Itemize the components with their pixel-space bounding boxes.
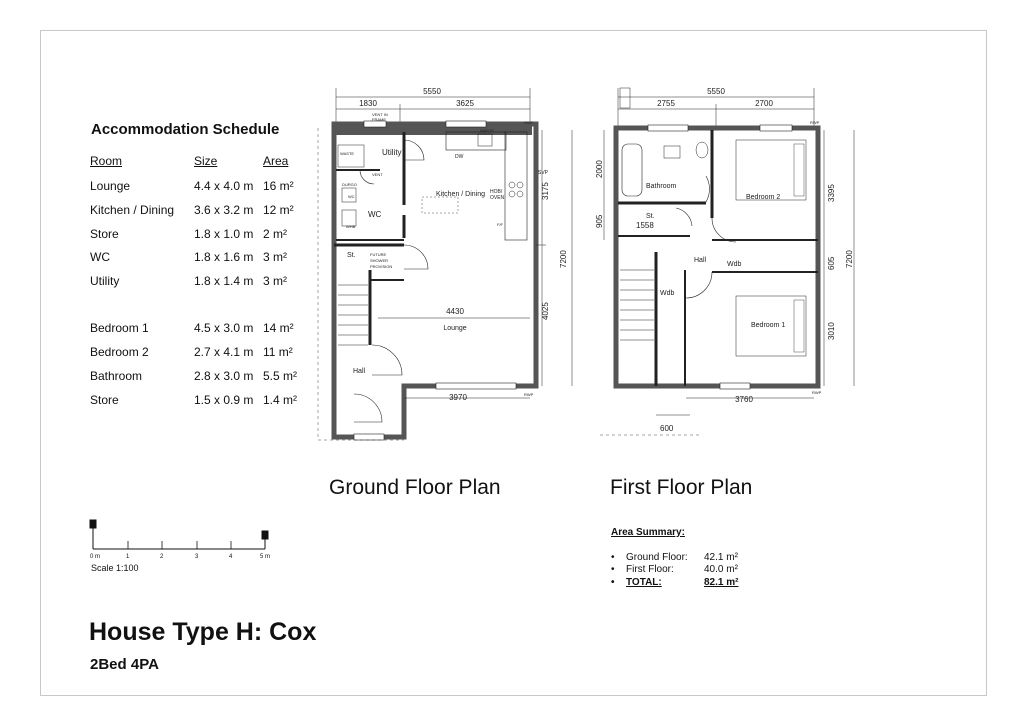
label-dw: DW (455, 154, 464, 160)
dim-lounge: 4430 (446, 307, 464, 316)
row-area: 14 m² (263, 321, 294, 335)
room-bedroom-2: Bedroom 2 (746, 194, 781, 201)
label-shower-1: FUTURE (370, 252, 387, 257)
label-whb: WHB (346, 224, 356, 229)
dim-first-top-left: 2755 (657, 99, 675, 108)
label-waste-kitchen: WASTE (480, 128, 495, 133)
row-size: 2.8 x 3.0 m (194, 369, 254, 383)
row-room: Bedroom 2 (90, 345, 149, 359)
row-room: Store (90, 393, 119, 407)
label-rwp-top: RWP (524, 120, 534, 125)
room-wc: WC (368, 210, 382, 219)
dim-first-top: 5550 (707, 87, 725, 96)
row-room: Utility (90, 274, 120, 288)
row-size: 3.6 x 3.2 m (194, 203, 254, 217)
label-durgo: DURGO (342, 182, 357, 187)
row-size: 2.7 x 4.1 m (194, 345, 254, 359)
row-room: WC (90, 250, 110, 264)
label-oven: OVEN (490, 195, 505, 201)
area-label: Ground Floor: (626, 552, 688, 563)
dim-first-bottom-small: 600 (660, 424, 674, 433)
row-size: 1.8 x 1.0 m (194, 227, 254, 241)
area-value: 82.1 m² (704, 577, 739, 588)
area-label: TOTAL: (626, 577, 662, 588)
row-size: 1.5 x 0.9 m (194, 393, 254, 407)
scale-tick: 3 (195, 554, 199, 560)
row-room: Kitchen / Dining (90, 203, 175, 217)
first-floor-title: First Floor Plan (610, 476, 753, 499)
room-wdb-landing: Wdb (727, 261, 742, 268)
row-size: 4.4 x 4.0 m (194, 179, 254, 193)
header-area: Area (263, 154, 289, 168)
label-vent-frame-1: VENT IN (372, 112, 388, 117)
dim-ground-right-total: 7200 (559, 250, 568, 268)
row-size: 4.5 x 3.0 m (194, 321, 254, 335)
header-room: Room (90, 154, 123, 168)
area-label: First Floor: (626, 564, 674, 575)
label-rwp-first-bottom: RWP (812, 390, 822, 395)
scale-tick: 1 (126, 554, 130, 560)
label-waste-utility: WASTE (340, 151, 355, 156)
row-room: Store (90, 227, 119, 241)
label-shower-3: PROVISION (370, 264, 393, 269)
scale-bar (90, 520, 268, 549)
row-room: Bathroom (90, 369, 143, 383)
row-area: 1.4 m² (263, 393, 298, 407)
label-ff: F/F (497, 222, 503, 227)
row-area: 16 m² (263, 179, 294, 193)
first-floor-text (595, 87, 854, 433)
row-area: 11 m² (263, 345, 293, 359)
ground-floor-plan (318, 88, 572, 440)
row-area: 3 m² (263, 250, 287, 264)
area-value: 42.1 m² (704, 552, 738, 563)
label-hob: HOB/ (490, 189, 503, 195)
label-wc-pan: WC (348, 194, 355, 199)
room-wdb-stair: Wdb (660, 290, 675, 297)
dim-first-bottom: 3760 (735, 395, 753, 404)
room-store-ground: St. (347, 252, 356, 259)
row-area: 3 m² (263, 274, 287, 288)
scale-ticks (90, 554, 270, 560)
room-kitchen-dining: Kitchen / Dining (436, 191, 486, 198)
room-utility: Utility (382, 148, 402, 157)
dim-store-first: 1558 (636, 221, 654, 230)
row-room: Bedroom 1 (90, 321, 149, 335)
dim-ground-top: 5550 (423, 87, 441, 96)
dim-first-top-right: 2700 (755, 99, 773, 108)
label-rwp-first-top: RWP (810, 120, 820, 125)
schedule-title: Accommodation Schedule (91, 121, 280, 138)
label-vent: VENT (372, 172, 383, 177)
room-bedroom-1: Bedroom 1 (751, 322, 786, 329)
scale-tick: 2 (160, 554, 164, 560)
scale-tick: 0 m (90, 554, 101, 560)
row-size: 1.8 x 1.6 m (194, 250, 254, 264)
label-vent-frame-2: FRAME (372, 117, 386, 122)
dim-ground-right-lower: 4025 (541, 302, 550, 320)
house-title: House Type H: Cox (89, 618, 317, 646)
room-bathroom: Bathroom (646, 183, 677, 190)
dim-ground-right-upper: 3175 (541, 182, 550, 200)
dim-first-right-mid: 605 (827, 256, 836, 270)
area-value: 40.0 m² (704, 564, 738, 575)
dim-first-right-upper: 3395 (827, 184, 836, 202)
dim-first-left-upper: 2000 (595, 160, 604, 178)
header-size: Size (194, 154, 218, 168)
room-lounge: Lounge (443, 325, 467, 332)
area-summary: Area Summary: • Ground Floor: 42.1 m² • First Floor: 40.0 m² • TOTAL: 82.1 m² (611, 527, 739, 588)
row-area: 2 m² (263, 227, 287, 241)
dim-ground-top-right: 3625 (456, 99, 474, 108)
row-area: 5.5 m² (263, 369, 298, 383)
row-room: Lounge (90, 179, 131, 193)
scale-label: Scale 1:100 (91, 563, 139, 573)
area-summary-title: Area Summary: (611, 527, 685, 538)
label-svp: SVP (538, 170, 549, 176)
scale-tick: 4 (229, 554, 233, 560)
house-subtitle: 2Bed 4PA (90, 656, 159, 673)
ground-floor-title: Ground Floor Plan (329, 476, 501, 499)
dim-first-right-total: 7200 (845, 250, 854, 268)
dim-ground-bottom: 3970 (449, 393, 467, 402)
label-rwp-bottom: RWP (524, 392, 534, 397)
room-hall-first: Hall (694, 257, 707, 264)
row-area: 12 m² (263, 203, 294, 217)
label-shower-2: SHOWER (370, 258, 388, 263)
row-size: 1.8 x 1.4 m (194, 274, 254, 288)
dim-first-right-lower: 3010 (827, 322, 836, 340)
scale-tick: 5 m (260, 554, 271, 560)
room-store-first: St. (646, 213, 655, 220)
room-hall-ground: Hall (353, 368, 366, 375)
dim-first-left-mid: 905 (595, 214, 604, 228)
dim-ground-top-left: 1830 (359, 99, 377, 108)
